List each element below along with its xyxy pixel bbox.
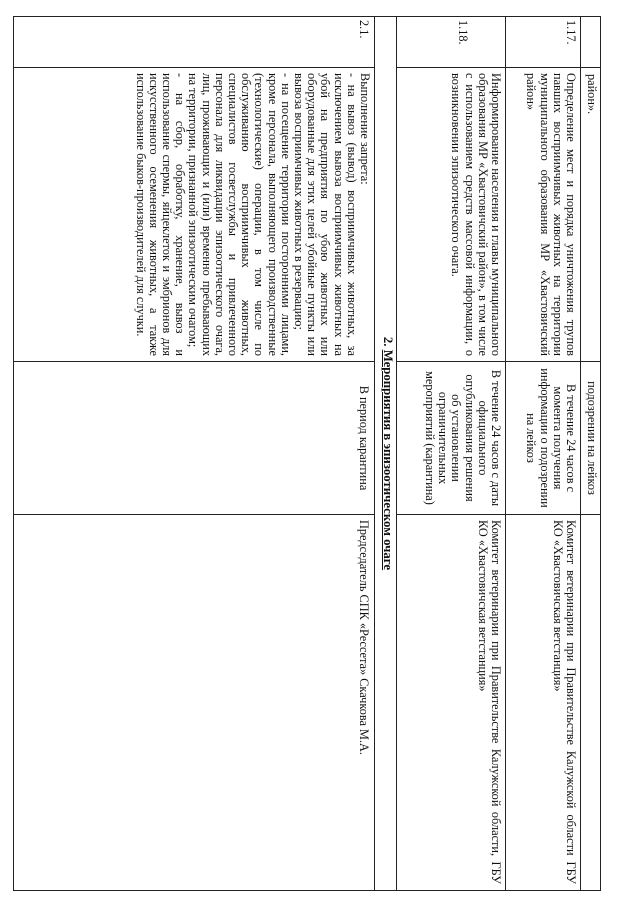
row-responsible: Комитет ветеринарии при Правительстве Калужской области, ГБУ КО «Хвастовичская ветстанция» (475, 520, 503, 884)
column-divider (397, 361, 601, 362)
list-item: - на вывоз (вывод) восприимчивых животных, за исключением вывоза восприимчивых животных на убой на предприятия по убою животных или оборудованные для этих целей убойные пункты или вывоза восприимчивых животных в резервацию; (291, 73, 359, 356)
column-divider (13, 67, 375, 68)
list-item: - на посещение территории посторонними лицами, кроме персонала, выполняющего производственные (технологические) операции, в том числе по обслуживанию восприимчивых животных, специалистов госветслужбы и привлеченного персонала для ликвидации эпизоотического очага, лиц, проживающих и (или) временно пребывающих на территории, признанной эпизоотическим очагом; (186, 73, 293, 356)
measures-table (13, 16, 601, 891)
row-number: 1.17. (564, 20, 578, 45)
column-divider (13, 514, 375, 515)
row-responsible: Комитет ветеринарии при Правительстве Калужской области ГБУ КО «Хвастовичская ветстанция» (550, 520, 578, 884)
column-divider (13, 361, 375, 362)
requirement-intro: Выполнение запрета: (358, 73, 372, 185)
section-title: Мероприятия в эпизоотическом очаге (381, 349, 395, 571)
row-deadline: В период карантина (357, 385, 371, 491)
section-heading (381, 16, 394, 891)
table-border-bottom (13, 16, 14, 891)
row-number: 2.1. (357, 20, 371, 39)
continuation-description: район». (585, 74, 599, 115)
table-border-right (13, 890, 601, 891)
row-description (133, 73, 371, 356)
row-responsible: Председатель СПК «Рессета» Скачкова М.А. (357, 520, 371, 755)
column-divider (397, 67, 601, 68)
row-divider (505, 16, 506, 891)
section-number: 2. (381, 336, 395, 347)
requirement-list (133, 73, 357, 356)
row-description: Определение мест и порядка уничтожения трупов павших восприимчивых животных на территории муниципального образования МР «Хвастовичский район» (524, 73, 578, 356)
row-divider (374, 16, 375, 891)
row-number: 1.18. (456, 20, 470, 45)
table-border-left (13, 16, 601, 17)
row-description: Информирование населения и главы муниципального образования МР «Хвастовичский район», в том числе с использованием средств массовой информации, о возникновении эпизоотического очага. (449, 73, 503, 356)
row-deadline: В течение 24 часов с даты официального опубликования решения об установлении ограничительных мероприятий (карантина) (422, 369, 503, 507)
row-divider (580, 16, 581, 891)
row-deadline: В течение 24 часов с момента получения информации о подозрении на лейкоз (524, 368, 578, 508)
column-divider (397, 514, 601, 515)
list-item: - на сбор, обработку, хранение, вывоз и использование спермы, яйцеклеток и эмбрионов для искусственного осеменения животных, а также использование быков-производителей для случки. (133, 73, 188, 356)
continuation-deadline: подозрении на лейкоз (585, 381, 599, 495)
row-divider (396, 16, 397, 891)
table-border-top (600, 16, 601, 891)
